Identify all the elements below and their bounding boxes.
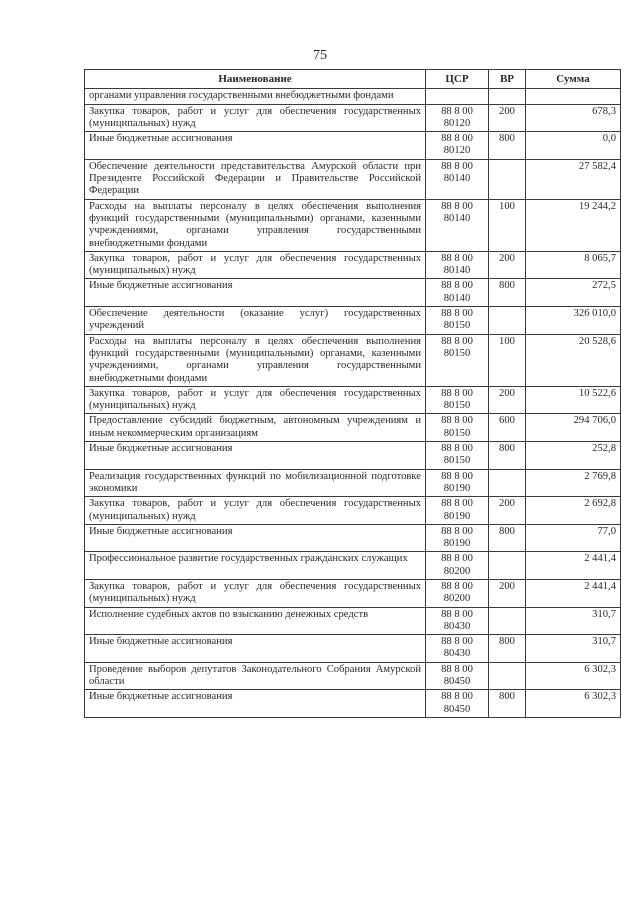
header-vr: ВР bbox=[489, 70, 526, 89]
row-sum-cell: 2 441,4 bbox=[526, 579, 621, 607]
table-row bbox=[85, 442, 621, 470]
table-row bbox=[85, 414, 621, 442]
table-row bbox=[85, 497, 621, 525]
row-vr-cell: 800 bbox=[489, 442, 526, 470]
row-sum-cell: 10 522,6 bbox=[526, 386, 621, 414]
row-name-cell: Иные бюджетные ассигнования bbox=[85, 279, 426, 307]
header-csr: ЦСР bbox=[426, 70, 489, 89]
table-body bbox=[85, 89, 621, 718]
page-number: 75 bbox=[313, 48, 327, 63]
row-vr-cell: 800 bbox=[489, 132, 526, 160]
row-sum-cell: 6 302,3 bbox=[526, 662, 621, 690]
row-sum-cell: 20 528,6 bbox=[526, 334, 621, 386]
table-row bbox=[85, 662, 621, 690]
row-sum-cell: 310,7 bbox=[526, 635, 621, 663]
row-sum-cell: 2 769,8 bbox=[526, 469, 621, 497]
row-sum-cell: 19 244,2 bbox=[526, 199, 621, 251]
table-row bbox=[85, 635, 621, 663]
header-sum: Сумма bbox=[526, 70, 621, 89]
row-vr-cell bbox=[489, 469, 526, 497]
row-csr-cell: 88 8 00 80150 bbox=[426, 334, 489, 386]
row-csr-cell: 88 8 00 80140 bbox=[426, 159, 489, 199]
table-row bbox=[85, 279, 621, 307]
row-csr-cell: 88 8 00 80450 bbox=[426, 662, 489, 690]
row-sum-cell: 2 692,8 bbox=[526, 497, 621, 525]
row-name-cell: органами управления государственными внебюджетными фондами bbox=[85, 89, 426, 104]
table-row bbox=[85, 159, 621, 199]
row-vr-cell: 100 bbox=[489, 334, 526, 386]
row-csr-cell: 88 8 00 80140 bbox=[426, 251, 489, 279]
row-sum-cell: 8 065,7 bbox=[526, 251, 621, 279]
row-csr-cell: 88 8 00 80150 bbox=[426, 307, 489, 335]
row-name-cell: Иные бюджетные ассигнования bbox=[85, 524, 426, 552]
row-name-cell: Реализация государственных функций по мобилизационной подготовке экономики bbox=[85, 469, 426, 497]
row-vr-cell: 800 bbox=[489, 279, 526, 307]
row-vr-cell bbox=[489, 552, 526, 580]
row-csr-cell bbox=[426, 89, 489, 104]
row-name-cell: Закупка товаров, работ и услуг для обеспечения государственных (муниципальных) нужд bbox=[85, 386, 426, 414]
table-row bbox=[85, 469, 621, 497]
table-row bbox=[85, 690, 621, 718]
table-row bbox=[85, 386, 621, 414]
row-sum-cell: 6 302,3 bbox=[526, 690, 621, 718]
table-row bbox=[85, 199, 621, 251]
row-csr-cell: 88 8 00 80140 bbox=[426, 199, 489, 251]
row-name-cell: Иные бюджетные ассигнования bbox=[85, 442, 426, 470]
row-sum-cell: 272,5 bbox=[526, 279, 621, 307]
row-csr-cell: 88 8 00 80190 bbox=[426, 469, 489, 497]
row-vr-cell bbox=[489, 307, 526, 335]
row-name-cell: Исполнение судебных актов по взысканию денежных средств bbox=[85, 607, 426, 635]
row-sum-cell: 678,3 bbox=[526, 104, 621, 132]
budget-table bbox=[84, 69, 621, 718]
row-csr-cell: 88 8 00 80150 bbox=[426, 414, 489, 442]
row-csr-cell: 88 8 00 80140 bbox=[426, 279, 489, 307]
row-csr-cell: 88 8 00 80190 bbox=[426, 497, 489, 525]
row-sum-cell: 326 010,0 bbox=[526, 307, 621, 335]
row-name-cell: Расходы на выплаты персоналу в целях обеспечения выполнения функций государственными (муниципальными) органами, казенными учреждениями, органами управления государственными внебюджетными фондами bbox=[85, 199, 426, 251]
row-vr-cell bbox=[489, 89, 526, 104]
row-vr-cell: 200 bbox=[489, 497, 526, 525]
row-sum-cell bbox=[526, 89, 621, 104]
row-name-cell: Иные бюджетные ассигнования bbox=[85, 635, 426, 663]
row-vr-cell: 800 bbox=[489, 635, 526, 663]
table-row bbox=[85, 307, 621, 335]
row-vr-cell: 200 bbox=[489, 579, 526, 607]
table-row bbox=[85, 104, 621, 132]
row-name-cell: Обеспечение деятельности представительства Амурской области при Президенте Российской Федерации и Правительстве Российской Федерации bbox=[85, 159, 426, 199]
row-sum-cell: 294 706,0 bbox=[526, 414, 621, 442]
row-csr-cell: 88 8 00 80150 bbox=[426, 386, 489, 414]
row-vr-cell bbox=[489, 159, 526, 199]
row-name-cell: Закупка товаров, работ и услуг для обеспечения государственных (муниципальных) нужд bbox=[85, 579, 426, 607]
row-name-cell: Иные бюджетные ассигнования bbox=[85, 132, 426, 160]
row-vr-cell: 200 bbox=[489, 104, 526, 132]
row-csr-cell: 88 8 00 80430 bbox=[426, 607, 489, 635]
row-sum-cell: 2 441,4 bbox=[526, 552, 621, 580]
row-sum-cell: 310,7 bbox=[526, 607, 621, 635]
row-vr-cell: 800 bbox=[489, 690, 526, 718]
row-csr-cell: 88 8 00 80200 bbox=[426, 579, 489, 607]
table-row bbox=[85, 552, 621, 580]
table-row bbox=[85, 132, 621, 160]
row-name-cell: Расходы на выплаты персоналу в целях обеспечения выполнения функций государственными (муниципальными) органами, казенными учреждениями, органами управления государственными внебюджетными фондами bbox=[85, 334, 426, 386]
row-csr-cell: 88 8 00 80150 bbox=[426, 442, 489, 470]
row-name-cell: Закупка товаров, работ и услуг для обеспечения государственных (муниципальных) нужд bbox=[85, 251, 426, 279]
row-name-cell: Профессиональное развитие государственных гражданских служащих bbox=[85, 552, 426, 580]
row-csr-cell: 88 8 00 80190 bbox=[426, 524, 489, 552]
row-sum-cell: 0,0 bbox=[526, 132, 621, 160]
row-sum-cell: 27 582,4 bbox=[526, 159, 621, 199]
row-vr-cell: 800 bbox=[489, 524, 526, 552]
row-name-cell: Закупка товаров, работ и услуг для обеспечения государственных (муниципальных) нужд bbox=[85, 104, 426, 132]
row-name-cell: Закупка товаров, работ и услуг для обеспечения государственных (муниципальных) нужд bbox=[85, 497, 426, 525]
row-vr-cell: 600 bbox=[489, 414, 526, 442]
row-name-cell: Предоставление субсидий бюджетным, автономным учреждениям и иным некоммерческим организациям bbox=[85, 414, 426, 442]
row-csr-cell: 88 8 00 80120 bbox=[426, 132, 489, 160]
table-header-row bbox=[85, 70, 621, 89]
table-row bbox=[85, 579, 621, 607]
row-name-cell: Иные бюджетные ассигнования bbox=[85, 690, 426, 718]
row-sum-cell: 252,8 bbox=[526, 442, 621, 470]
table-row bbox=[85, 607, 621, 635]
table-row bbox=[85, 89, 621, 104]
row-csr-cell: 88 8 00 80120 bbox=[426, 104, 489, 132]
row-vr-cell: 200 bbox=[489, 251, 526, 279]
row-csr-cell: 88 8 00 80430 bbox=[426, 635, 489, 663]
row-vr-cell: 200 bbox=[489, 386, 526, 414]
row-vr-cell bbox=[489, 607, 526, 635]
row-csr-cell: 88 8 00 80450 bbox=[426, 690, 489, 718]
table-row bbox=[85, 251, 621, 279]
row-vr-cell bbox=[489, 662, 526, 690]
row-name-cell: Обеспечение деятельности (оказание услуг) государственных учреждений bbox=[85, 307, 426, 335]
header-name: Наименование bbox=[85, 70, 426, 89]
row-sum-cell: 77,0 bbox=[526, 524, 621, 552]
row-vr-cell: 100 bbox=[489, 199, 526, 251]
table-row bbox=[85, 334, 621, 386]
row-name-cell: Проведение выборов депутатов Законодательного Собрания Амурской области bbox=[85, 662, 426, 690]
table-row bbox=[85, 524, 621, 552]
row-csr-cell: 88 8 00 80200 bbox=[426, 552, 489, 580]
